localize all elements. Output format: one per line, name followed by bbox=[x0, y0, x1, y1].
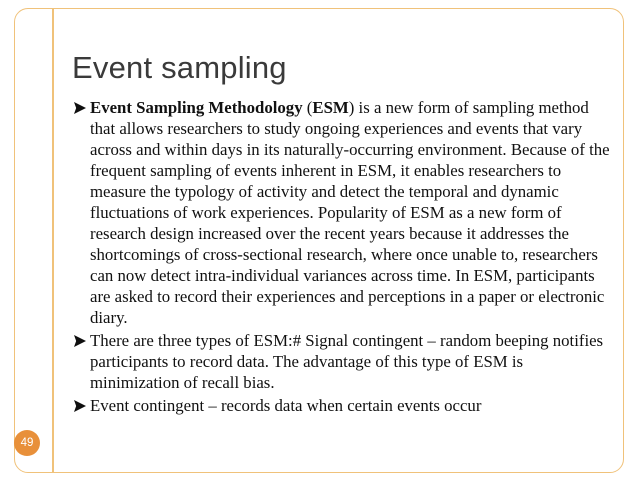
bullet-item bbox=[74, 395, 614, 416]
page-number-badge: 49 bbox=[14, 430, 40, 456]
bullet-text: There are three types of ESM:# Signal contingent – random beeping notifies participants to record data. The advantage of this type of ESM is minimization of recall bias. bbox=[90, 331, 604, 392]
slide-title: Event sampling bbox=[72, 50, 287, 85]
bullet-item bbox=[74, 330, 614, 393]
bullet-arrow-icon bbox=[74, 335, 86, 347]
bold-abbr: ESM bbox=[312, 98, 349, 117]
bullet-text: Event contingent – records data when certain events occur bbox=[90, 396, 482, 415]
paren-open: ( bbox=[302, 98, 313, 117]
slide-vertical-rule bbox=[52, 8, 54, 473]
bold-term: Event Sampling Methodology bbox=[90, 98, 303, 117]
slide-body bbox=[74, 97, 614, 418]
bullet-item bbox=[74, 97, 614, 328]
bullet-arrow-icon bbox=[74, 102, 86, 114]
bullet-text: ) is a new form of sampling method that allows researchers to study ongoing experiences and events that vary across and within days in its naturally-occurring environment. Because of the frequent sampling of events inherent in ESM, it enables researchers to measure the typology of activity and detect the temporal and dynamic fluctuations of work experiences. Popularity of ESM as a new form of research design increased over the recent years because it addresses the shortcomings of cross-sectional research, where once unable to, researchers can now detect intra-individual variances across time. In ESM, participants are asked to record their experiences and perceptions in a paper or electronic diary. bbox=[90, 98, 610, 327]
bullet-arrow-icon bbox=[74, 400, 86, 412]
